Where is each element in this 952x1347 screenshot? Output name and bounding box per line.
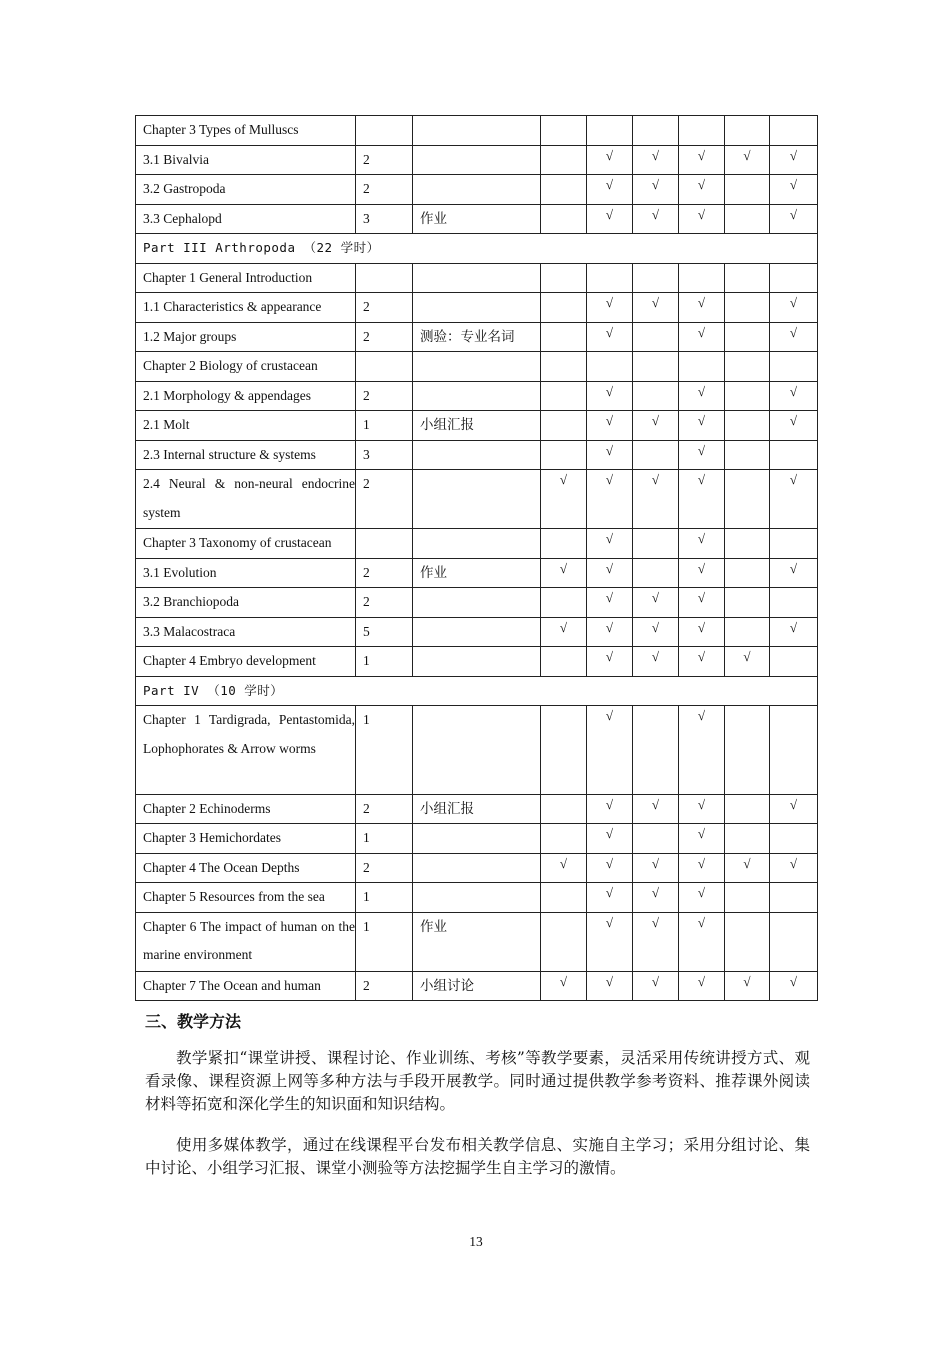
cell-activity: 小组汇报 <box>413 794 541 824</box>
check-mark-cell: √ <box>770 411 818 441</box>
empty-check-cell <box>541 883 587 913</box>
check-mark-cell: √ <box>679 204 725 234</box>
empty-check-cell <box>725 883 770 913</box>
check-mark-cell: √ <box>633 794 679 824</box>
check-mark-cell: √ <box>587 322 633 352</box>
check-mark-cell: √ <box>587 529 633 559</box>
cell-hours: 1 <box>356 912 413 971</box>
check-mark-cell: √ <box>587 293 633 323</box>
empty-check-cell <box>541 116 587 146</box>
empty-check-cell <box>725 794 770 824</box>
empty-check-cell <box>725 588 770 618</box>
cell-activity <box>413 824 541 854</box>
cell-title: Chapter 3 Taxonomy of crustacean <box>136 529 356 559</box>
empty-check-cell <box>541 440 587 470</box>
table-row <box>136 853 818 883</box>
check-mark-cell: √ <box>587 381 633 411</box>
empty-check-cell <box>541 411 587 441</box>
empty-check-cell <box>770 529 818 559</box>
check-mark-cell: √ <box>770 794 818 824</box>
table-row <box>136 204 818 234</box>
check-mark-cell: √ <box>725 647 770 677</box>
check-mark-cell: √ <box>541 470 587 529</box>
empty-check-cell <box>725 293 770 323</box>
cell-hours: 2 <box>356 470 413 529</box>
check-mark-cell: √ <box>587 647 633 677</box>
empty-check-cell <box>541 381 587 411</box>
check-mark-cell: √ <box>587 971 633 1001</box>
empty-check-cell <box>633 706 679 795</box>
cell-hours <box>356 529 413 559</box>
check-mark-cell: √ <box>587 470 633 529</box>
empty-check-cell <box>541 175 587 205</box>
empty-check-cell <box>725 352 770 382</box>
empty-check-cell <box>770 352 818 382</box>
cell-hours: 1 <box>356 706 413 795</box>
check-mark-cell: √ <box>587 204 633 234</box>
empty-check-cell <box>725 558 770 588</box>
cell-activity: 作业 <box>413 204 541 234</box>
check-mark-cell: √ <box>679 558 725 588</box>
check-mark-cell: √ <box>633 617 679 647</box>
check-mark-cell: √ <box>633 145 679 175</box>
cell-hours: 1 <box>356 647 413 677</box>
cell-title: 3.2 Gastropoda <box>136 175 356 205</box>
cell-title: 1.1 Characteristics & appearance <box>136 293 356 323</box>
check-mark-cell: √ <box>679 883 725 913</box>
check-mark-cell: √ <box>725 971 770 1001</box>
empty-check-cell <box>587 263 633 293</box>
cell-activity <box>413 883 541 913</box>
check-mark-cell: √ <box>587 883 633 913</box>
paragraph-multimedia: 使用多媒体教学，通过在线课程平台发布相关教学信息、实施自主学习；采用分组讨论、集中讨论、小组学习汇报、课堂小测验等方法挖掘学生自主学习的激情。 <box>145 1136 810 1177</box>
cell-hours: 2 <box>356 794 413 824</box>
table-row <box>136 175 818 205</box>
check-mark-cell: √ <box>770 381 818 411</box>
check-mark-cell: √ <box>770 558 818 588</box>
cell-title: 2.3 Internal structure & systems <box>136 440 356 470</box>
cell-title: Chapter 1 Tardigrada, Pentastomida, Lophophorates & Arrow worms <box>136 706 356 795</box>
check-mark-cell: √ <box>633 588 679 618</box>
check-mark-cell: √ <box>770 853 818 883</box>
page-number: 13 <box>469 1234 483 1249</box>
cell-hours: 1 <box>356 883 413 913</box>
empty-check-cell <box>725 824 770 854</box>
cell-activity: 小组汇报 <box>413 411 541 441</box>
cell-activity <box>413 588 541 618</box>
check-mark-cell: √ <box>679 706 725 795</box>
cell-title: Chapter 6 The impact of human on the marine environment <box>136 912 356 971</box>
table-row <box>136 263 818 293</box>
check-mark-cell: √ <box>679 824 725 854</box>
check-mark-cell: √ <box>679 440 725 470</box>
cell-activity: 作业 <box>413 912 541 971</box>
empty-check-cell <box>541 145 587 175</box>
check-mark-cell: √ <box>587 824 633 854</box>
empty-check-cell <box>541 352 587 382</box>
check-mark-cell: √ <box>679 322 725 352</box>
check-mark-cell: √ <box>633 647 679 677</box>
check-mark-cell: √ <box>770 971 818 1001</box>
cell-hours: 2 <box>356 971 413 1001</box>
check-mark-cell: √ <box>679 912 725 971</box>
table-row <box>136 529 818 559</box>
check-mark-cell: √ <box>679 647 725 677</box>
check-mark-cell: √ <box>633 293 679 323</box>
cell-title: 2.4 Neural & non-neural endocrine system <box>136 470 356 529</box>
cell-activity: 作业 <box>413 558 541 588</box>
cell-title: 3.1 Bivalvia <box>136 145 356 175</box>
cell-title: Chapter 7 The Ocean and human <box>136 971 356 1001</box>
check-mark-cell: √ <box>679 971 725 1001</box>
cell-title: 3.3 Malacostraca <box>136 617 356 647</box>
check-mark-cell: √ <box>679 529 725 559</box>
cell-hours: 2 <box>356 175 413 205</box>
table-row <box>136 794 818 824</box>
table-row <box>136 558 818 588</box>
part-header-row <box>136 676 818 706</box>
cell-activity <box>413 440 541 470</box>
check-mark-cell: √ <box>587 588 633 618</box>
check-mark-cell: √ <box>679 794 725 824</box>
empty-check-cell <box>587 352 633 382</box>
paragraph-teaching-method: 教学紧扣“课堂讲授、课程讨论、作业训练、考核”等教学要素，灵活采用传统讲授方式、观看录像、课程资源上网等多种方法与手段开展教学。同时通过提供教学参考资料、推荐课外阅读材料等拓宽和深化学生的知识面和知识结构。 <box>145 1049 810 1113</box>
empty-check-cell <box>770 263 818 293</box>
check-mark-cell: √ <box>541 558 587 588</box>
table-row <box>136 883 818 913</box>
cell-title: Chapter 4 The Ocean Depths <box>136 853 356 883</box>
check-mark-cell: √ <box>633 204 679 234</box>
empty-check-cell <box>725 175 770 205</box>
table-row <box>136 411 818 441</box>
empty-check-cell <box>633 352 679 382</box>
empty-check-cell <box>725 912 770 971</box>
cell-activity <box>413 617 541 647</box>
table-row <box>136 116 818 146</box>
empty-check-cell <box>725 204 770 234</box>
cell-hours: 1 <box>356 411 413 441</box>
cell-activity <box>413 853 541 883</box>
cell-hours: 3 <box>356 440 413 470</box>
check-mark-cell: √ <box>679 175 725 205</box>
empty-check-cell <box>541 529 587 559</box>
empty-check-cell <box>541 647 587 677</box>
cell-title: 2.1 Molt <box>136 411 356 441</box>
cell-title: 2.1 Morphology & appendages <box>136 381 356 411</box>
empty-check-cell <box>770 824 818 854</box>
cell-hours <box>356 263 413 293</box>
check-mark-cell: √ <box>633 175 679 205</box>
cell-hours: 1 <box>356 824 413 854</box>
course-schedule-table <box>135 115 818 1001</box>
check-mark-cell: √ <box>587 558 633 588</box>
empty-check-cell <box>541 706 587 795</box>
table-row <box>136 293 818 323</box>
cell-hours: 2 <box>356 853 413 883</box>
empty-check-cell <box>725 529 770 559</box>
empty-check-cell <box>770 647 818 677</box>
table-row <box>136 706 818 795</box>
table-row <box>136 824 818 854</box>
cell-title: Chapter 1 General Introduction <box>136 263 356 293</box>
check-mark-cell: √ <box>541 853 587 883</box>
empty-check-cell <box>679 263 725 293</box>
cell-title: Chapter 2 Echinoderms <box>136 794 356 824</box>
check-mark-cell: √ <box>679 293 725 323</box>
check-mark-cell: √ <box>633 470 679 529</box>
empty-check-cell <box>725 617 770 647</box>
cell-hours: 2 <box>356 145 413 175</box>
check-mark-cell: √ <box>770 470 818 529</box>
empty-check-cell <box>633 322 679 352</box>
cell-activity <box>413 647 541 677</box>
cell-activity: 小组讨论 <box>413 971 541 1001</box>
empty-check-cell <box>725 706 770 795</box>
empty-check-cell <box>633 824 679 854</box>
table-row <box>136 440 818 470</box>
empty-check-cell <box>725 263 770 293</box>
table-row <box>136 145 818 175</box>
empty-check-cell <box>541 293 587 323</box>
empty-check-cell <box>770 706 818 795</box>
check-mark-cell: √ <box>587 411 633 441</box>
check-mark-cell: √ <box>770 322 818 352</box>
empty-check-cell <box>725 322 770 352</box>
cell-activity <box>413 529 541 559</box>
check-mark-cell: √ <box>770 145 818 175</box>
empty-check-cell <box>633 440 679 470</box>
check-mark-cell: √ <box>633 411 679 441</box>
check-mark-cell: √ <box>587 794 633 824</box>
empty-check-cell <box>770 116 818 146</box>
check-mark-cell: √ <box>587 706 633 795</box>
check-mark-cell: √ <box>633 883 679 913</box>
part-header-row <box>136 234 818 264</box>
check-mark-cell: √ <box>679 470 725 529</box>
empty-check-cell <box>770 912 818 971</box>
check-mark-cell: √ <box>770 175 818 205</box>
section-heading: 三、教学方法 <box>145 1012 242 1031</box>
empty-check-cell <box>633 116 679 146</box>
check-mark-cell: √ <box>679 588 725 618</box>
table-row <box>136 912 818 971</box>
cell-title: Chapter 3 Types of Mulluscs <box>136 116 356 146</box>
cell-hours: 3 <box>356 204 413 234</box>
check-mark-cell: √ <box>587 175 633 205</box>
check-mark-cell: √ <box>587 912 633 971</box>
cell-activity <box>413 263 541 293</box>
empty-check-cell <box>633 263 679 293</box>
check-mark-cell: √ <box>541 617 587 647</box>
table-row <box>136 322 818 352</box>
empty-check-cell <box>679 352 725 382</box>
cell-activity: 测验：专业名词 <box>413 322 541 352</box>
cell-title: 1.2 Major groups <box>136 322 356 352</box>
check-mark-cell: √ <box>725 853 770 883</box>
check-mark-cell: √ <box>770 204 818 234</box>
table-row <box>136 588 818 618</box>
check-mark-cell: √ <box>679 853 725 883</box>
empty-check-cell <box>725 411 770 441</box>
cell-hours: 2 <box>356 293 413 323</box>
part-title: Part III Arthropoda （22 学时） <box>136 234 818 264</box>
table-row <box>136 381 818 411</box>
check-mark-cell: √ <box>679 617 725 647</box>
cell-title: Chapter 3 Hemichordates <box>136 824 356 854</box>
empty-check-cell <box>541 322 587 352</box>
empty-check-cell <box>679 116 725 146</box>
cell-activity <box>413 175 541 205</box>
cell-title: 3.1 Evolution <box>136 558 356 588</box>
check-mark-cell: √ <box>679 145 725 175</box>
table-row <box>136 647 818 677</box>
check-mark-cell: √ <box>587 145 633 175</box>
cell-activity <box>413 381 541 411</box>
cell-activity <box>413 293 541 323</box>
cell-title: Chapter 5 Resources from the sea <box>136 883 356 913</box>
empty-check-cell <box>587 116 633 146</box>
cell-hours: 5 <box>356 617 413 647</box>
check-mark-cell: √ <box>587 853 633 883</box>
cell-hours: 2 <box>356 322 413 352</box>
empty-check-cell <box>770 883 818 913</box>
part-title: Part IV （10 学时） <box>136 676 818 706</box>
empty-check-cell <box>725 440 770 470</box>
table-row <box>136 617 818 647</box>
cell-activity <box>413 352 541 382</box>
check-mark-cell: √ <box>770 617 818 647</box>
cell-hours: 2 <box>356 588 413 618</box>
check-mark-cell: √ <box>679 381 725 411</box>
empty-check-cell <box>770 440 818 470</box>
table-row <box>136 971 818 1001</box>
check-mark-cell: √ <box>679 411 725 441</box>
cell-hours: 2 <box>356 558 413 588</box>
check-mark-cell: √ <box>541 971 587 1001</box>
empty-check-cell <box>633 529 679 559</box>
cell-hours <box>356 116 413 146</box>
cell-activity <box>413 470 541 529</box>
empty-check-cell <box>541 204 587 234</box>
check-mark-cell: √ <box>633 912 679 971</box>
check-mark-cell: √ <box>725 145 770 175</box>
empty-check-cell <box>633 381 679 411</box>
table-row <box>136 352 818 382</box>
cell-title: 3.2 Branchiopoda <box>136 588 356 618</box>
empty-check-cell <box>725 116 770 146</box>
check-mark-cell: √ <box>587 617 633 647</box>
empty-check-cell <box>633 558 679 588</box>
empty-check-cell <box>541 912 587 971</box>
check-mark-cell: √ <box>770 293 818 323</box>
empty-check-cell <box>725 381 770 411</box>
cell-title: Chapter 4 Embryo development <box>136 647 356 677</box>
empty-check-cell <box>770 588 818 618</box>
table-row <box>136 470 818 529</box>
cell-title: 3.3 Cephalopd <box>136 204 356 234</box>
empty-check-cell <box>725 470 770 529</box>
cell-activity <box>413 145 541 175</box>
cell-hours: 2 <box>356 381 413 411</box>
cell-hours <box>356 352 413 382</box>
empty-check-cell <box>541 824 587 854</box>
check-mark-cell: √ <box>633 853 679 883</box>
cell-activity <box>413 116 541 146</box>
empty-check-cell <box>541 794 587 824</box>
cell-title: Chapter 2 Biology of crustacean <box>136 352 356 382</box>
check-mark-cell: √ <box>633 971 679 1001</box>
empty-check-cell <box>541 588 587 618</box>
empty-check-cell <box>541 263 587 293</box>
cell-activity <box>413 706 541 795</box>
check-mark-cell: √ <box>587 440 633 470</box>
